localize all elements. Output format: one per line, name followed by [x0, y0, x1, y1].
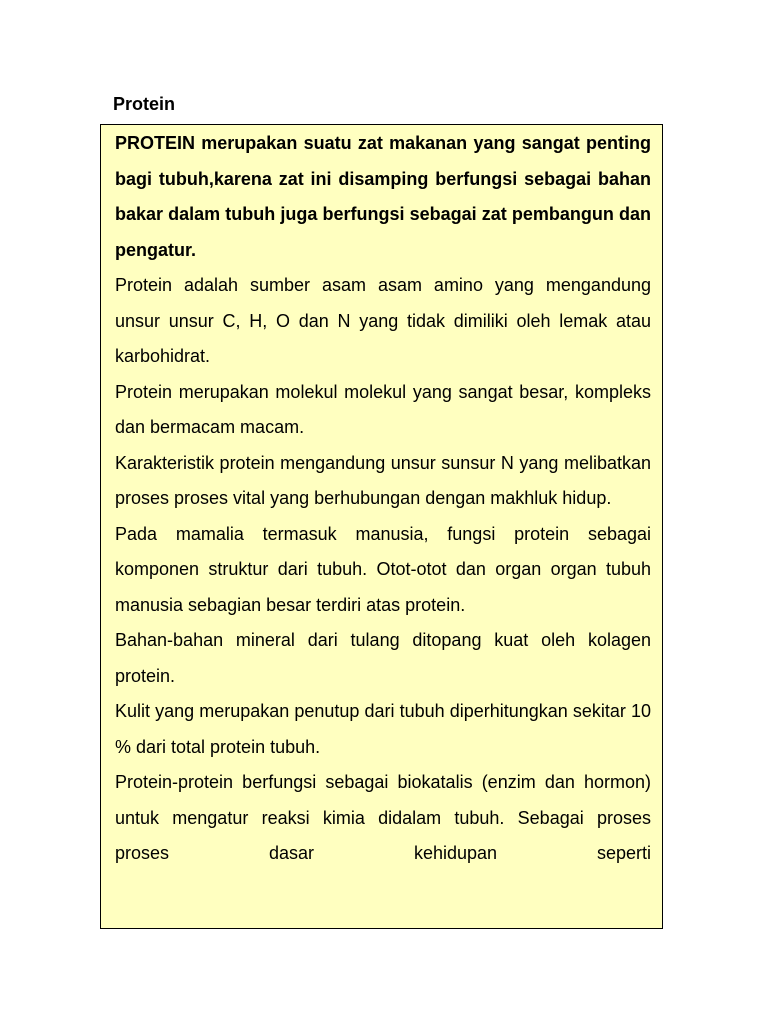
- paragraph: Pada mamalia termasuk manusia, fungsi protein sebagai komponen struktur dari tubuh. Otot-otot dan organ organ tubuh manusia sebagian besar terdiri atas protein.: [115, 523, 651, 615]
- paragraph: Karakteristik protein mengandung unsur sunsur N yang melibatkan proses proses vital yang berhubungan dengan makhluk hidup.: [115, 452, 651, 508]
- paragraph: Bahan-bahan mineral dari tulang ditopang kuat oleh kolagen protein.: [115, 630, 651, 686]
- paragraph-intro: PROTEIN merupakan suatu zat makanan yang sangat penting bagi tubuh,karena zat ini disamping berfungsi sebagai bahan bakar dalam tubuh juga berfungsi sebagai zat pembangun dan pengatur.: [115, 133, 651, 260]
- text-box: [100, 124, 663, 929]
- paragraph: Kulit yang merupakan penutup dari tubuh diperhitungkan sekitar 10 % dari total protein tubuh.: [115, 701, 651, 757]
- paragraph: Protein adalah sumber asam asam amino yang mengandung unsur unsur C, H, O dan N yang tidak dimiliki oleh lemak atau karbohidrat.: [115, 275, 651, 366]
- paragraph: Protein merupakan molekul molekul yang sangat besar, kompleks dan bermacam macam.: [115, 381, 651, 437]
- paragraph-truncated: Protein-protein berfungsi sebagai biokatalis (enzim dan hormon) untuk mengatur reaksi kimia didalam tubuh. Sebagai proses proses dasar kehidupan seperti: [115, 772, 651, 863]
- page-heading: Protein: [113, 94, 176, 114]
